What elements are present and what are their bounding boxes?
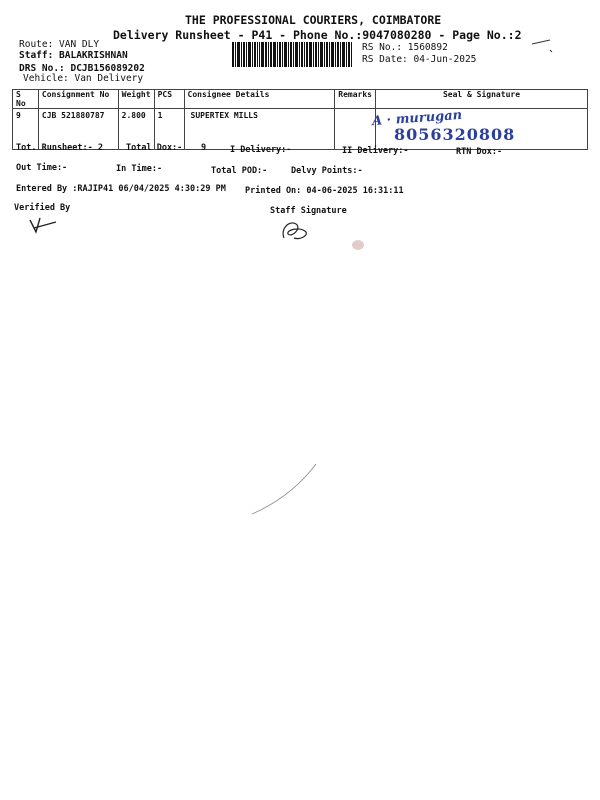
tot-runsheet: Tot. Runsheet:- 2 (16, 143, 103, 153)
staff: Staff: BALAKRISHNAN (19, 50, 128, 61)
col-header-sno: S No (13, 90, 39, 109)
total-dox-label: Total Dox:- (126, 143, 183, 153)
col-header-remarks: Remarks (335, 90, 376, 109)
cell-pcs: 1 (154, 109, 184, 150)
total-pod: Total POD:- (211, 166, 268, 176)
table-header-row (13, 90, 588, 109)
pen-mark (530, 36, 554, 56)
rtn-dox: RTN Dox:- (456, 147, 503, 157)
verified-signature-mark (26, 212, 66, 236)
entered-by: Entered By :RAJIP41 06/04/2025 4:30:29 PM (16, 184, 226, 194)
cell-sno: 9 (13, 109, 39, 150)
delvy-points: Delvy Points:- (291, 166, 363, 176)
col-header-consignment: Consignment No (38, 90, 118, 109)
cell-remarks (335, 109, 376, 150)
in-time: In Time:- (116, 164, 163, 174)
drs-number: DRS No.: DCJB156089202 (19, 63, 145, 74)
i-delivery: I Delivery:- (230, 145, 292, 155)
faint-stroke-mark (244, 460, 324, 520)
barcode-image (232, 42, 352, 67)
out-time: Out Time:- (16, 163, 68, 173)
col-header-pcs: PCS (154, 90, 184, 109)
cell-consignment: CJB 521880787 (38, 109, 118, 150)
cell-weight: 2.800 (118, 109, 154, 150)
runsheet-table (12, 89, 588, 150)
col-header-weight: Weight (118, 90, 154, 109)
col-header-seal-signature: Seal & Signature (375, 90, 587, 109)
company-title: THE PROFESSIONAL COURIERS, COIMBATORE (185, 13, 442, 27)
vehicle: Vehicle: Van Delivery (23, 73, 144, 84)
ii-delivery: II Delivery:- (342, 146, 409, 156)
stain-mark (352, 240, 364, 250)
handwritten-name: A · murugan (371, 107, 463, 130)
cell-seal-signature (371, 107, 587, 150)
rs-date: RS Date: 04-Jun-2025 (362, 54, 477, 65)
staff-signature-label: Staff Signature (270, 206, 347, 216)
cell-consignee: SUPERTEX MILLS (184, 109, 335, 150)
handwritten-phone: 8056320808 (393, 125, 516, 144)
verified-by-label: Verified By (14, 203, 71, 213)
rs-number: RS No.: 1560892 (362, 42, 448, 53)
printed-on: Printed On: 04-06-2025 16:31:11 (245, 186, 404, 196)
runsheet-subtitle: Delivery Runsheet - P41 - Phone No.:9047080280 - Page No.:2 (113, 28, 522, 42)
route: Route: VAN DLY (19, 39, 100, 50)
total-dox-value: 9 (201, 143, 207, 153)
staff-signature-mark (278, 216, 312, 244)
col-header-consignee: Consignee Details (184, 90, 335, 109)
